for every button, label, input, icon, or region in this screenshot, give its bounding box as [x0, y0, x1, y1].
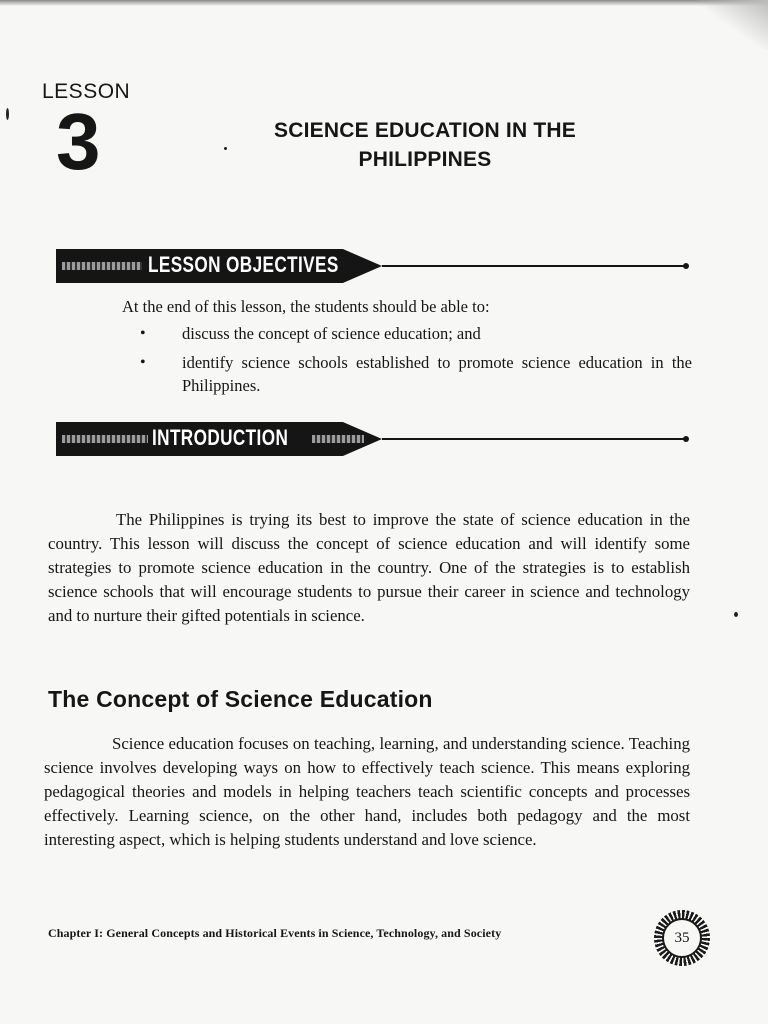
banner-rule-end-dot [683, 263, 689, 269]
lesson-title [210, 116, 640, 174]
list-item [140, 322, 692, 345]
chapter-footer: Chapter I: General Concepts and Historical Events in Science, Technology, and Society [48, 926, 502, 940]
banner-decoration [62, 435, 148, 443]
stray-mark [6, 108, 9, 120]
lesson-label: LESSON [42, 80, 131, 103]
page-corner-fold [698, 0, 768, 50]
page-number: 35 [662, 918, 702, 958]
page-top-edge [0, 0, 768, 6]
lesson-objectives-banner [56, 249, 696, 283]
banner-rule [382, 265, 688, 267]
banner-decoration [62, 262, 142, 270]
banner-title: INTRODUCTION [152, 425, 289, 450]
introduction-banner [56, 422, 696, 456]
objectives-intro: At the end of this lesson, the students should be able to: [122, 297, 490, 316]
introduction-paragraph: The Philippines is trying its best to improve the state of science education in the country. This lesson will discuss the concept of science education and will identify some strategies to promote science education in the country. One of the strategies is to establish science schools that will encourage students to pursue their career in science and technology and to nurture their gifted potentials in science. [48, 510, 690, 625]
lesson-title-line-2: PHILIPPINES [358, 148, 492, 171]
stray-mark [734, 612, 738, 617]
page-number-badge [654, 910, 710, 966]
list-item [140, 351, 692, 397]
banner-decoration [312, 435, 364, 443]
bullet-icon: • [140, 354, 146, 371]
section-heading: The Concept of Science Education [48, 686, 433, 712]
bullet-icon: • [140, 325, 146, 342]
concept-paragraph: Science education focuses on teaching, learning, and understanding science. Teaching science involves developing ways on how to effectively teach science. This means exploring pedagogical theories and models in helping teachers teach scientific concepts and processes effectively. Learning science, on the other hand, includes both pedagogy and the most interesting aspect, which is helping students understand and love science. [44, 734, 690, 849]
banner-title: LESSON OBJECTIVES [148, 252, 339, 277]
banner-rule [382, 438, 688, 440]
objectives-list [140, 322, 692, 403]
lesson-number: 3 [56, 97, 101, 186]
banner-rule-end-dot [683, 436, 689, 442]
objective-text: identify science schools established to promote science education in the Philippines. [182, 353, 692, 395]
objective-text: discuss the concept of science education; and [182, 324, 481, 343]
lesson-title-line-1: SCIENCE EDUCATION IN THE [274, 119, 576, 142]
